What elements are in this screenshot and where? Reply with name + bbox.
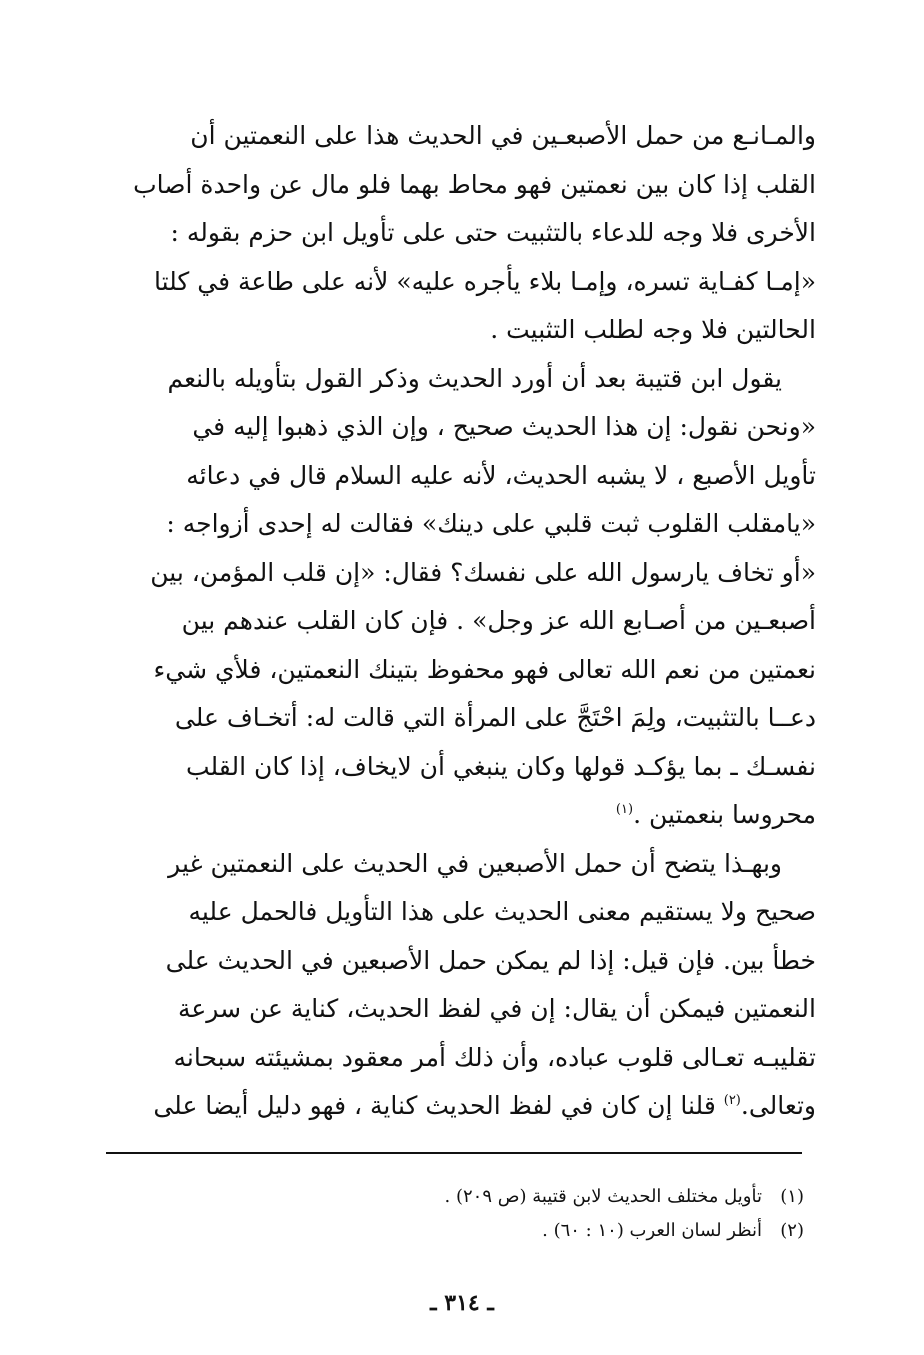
text-line: خطأ بين. فإن قيل: إذا لم يمكن حمل الأصبعين في الحديث على <box>165 945 816 975</box>
text-line: نفسـك ـ بما يؤكـد قولها وكان ينبغي أن لايخاف، إذا كان القلب <box>185 751 816 781</box>
text-segment: محروسا بنعمتين . <box>633 800 816 829</box>
text-line: «يامقلب القلوب ثبت قلبي على دينك» فقالت له إحدى أزواجه : <box>166 509 816 538</box>
text-line: دعــا بالتثبيت، ولِمَ احْتَجَّ على المرأة التي قالت له: أتخـاف على <box>174 703 816 732</box>
text-line: الأخرى فلا وجه للدعاء بالتثبيت حتى على تأويل ابن حزم بقوله : <box>170 218 816 247</box>
text-line: والمـانـع من حمل الأصبعـين في الحديث هذا على النعمتين أن <box>190 121 816 150</box>
page-number: ـ ٣١٤ ـ <box>430 1290 494 1316</box>
text-line: «ونحن نقول: إن هذا الحديث صحيح ، وإن الذي ذهبوا إليه في <box>192 412 816 441</box>
text-segment: وتعالى. <box>740 1091 816 1120</box>
footnote-reference-2[interactable]: (٢) <box>723 1093 741 1108</box>
text-line: «إمـا كفـاية تسره، وإمـا بلاء يأجره عليه» لأنه على طاعة في كلتا <box>153 266 816 296</box>
footnote-text: أنظر لسان العرب (١٠ : ٦٠) . <box>542 1220 762 1241</box>
footnote-number: (١) <box>780 1186 804 1207</box>
paragraph-start-line: وبهـذا يتضح أن حمل الأصبعين في الحديث على النعمتين غير <box>168 848 782 878</box>
text-line-with-footnote <box>126 1082 816 1131</box>
text-line-with-footnote <box>126 791 816 840</box>
text-line: النعمتين فيمكن أن يقال: إن في لفظ الحديث، كناية عن سرعة <box>177 994 816 1023</box>
text-line: أصبعـين من أصـابع الله عز وجل» . فإن كان القلب عندهم بين <box>181 606 816 635</box>
text-line: الحالتين فلا وجه لطلب التثبيت . <box>490 315 816 344</box>
text-line: نعمتين من نعم الله تعالى فهو محفوظ بتينك النعمتين، فلأي شيء <box>153 654 816 684</box>
text-line: القلب إذا كان بين نعمتين فهو محاط بهما فلو مال عن واحدة أصاب <box>133 169 816 199</box>
text-segment: قلنا إن كان في لفظ الحديث كناية ، فهو دليل أيضا على <box>153 1091 716 1120</box>
footnote-1 <box>134 1180 804 1214</box>
footnote-2 <box>134 1214 804 1248</box>
footnote-number: (٢) <box>780 1220 804 1241</box>
paragraph-start-line: يقول ابن قتيبة بعد أن أورد الحديث وذكر القول بتأويله بالنعم <box>167 363 782 393</box>
text-line: تقليبـه تعـالى قلوب عباده، وأن ذلك أمر معقود بمشيئته سبحانه <box>173 1042 816 1072</box>
text-line: «أو تخاف يارسول الله على نفسك؟ فقال: «إن قلب المؤمن، بين <box>150 557 816 587</box>
footnote-reference-1[interactable]: (١) <box>615 802 634 817</box>
text-line: صحيح ولا يستقيم معنى الحديث على هذا التأويل فالحمل عليه <box>188 897 816 926</box>
footnote-text: تأويل مختلف الحديث لابن قتيبة (ص ٢٠٩) . <box>444 1186 762 1207</box>
footnote-separator <box>106 1152 802 1154</box>
main-text <box>126 112 816 1131</box>
footnotes <box>134 1180 804 1248</box>
text-line: تأويل الأصبع ، لا يشبه الحديث، لأنه عليه السلام قال في دعائه <box>186 460 816 490</box>
